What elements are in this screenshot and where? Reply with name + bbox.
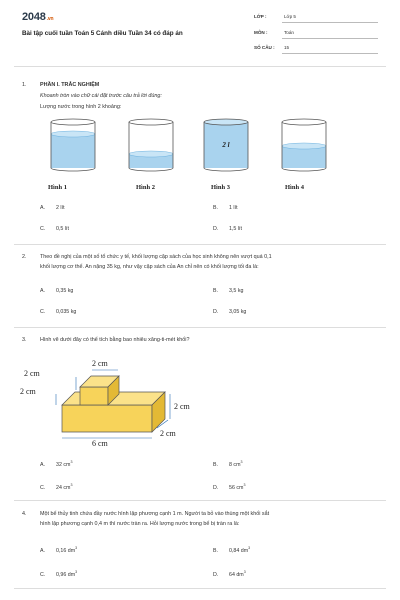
option-letter: A.: [40, 288, 46, 294]
option-text: 64 dm: [229, 571, 244, 578]
question-divider: [14, 500, 386, 501]
dim-right-height: 2 cm: [174, 402, 190, 411]
q2-option-b[interactable]: [213, 288, 243, 294]
dim-right-depth: 2 cm: [160, 429, 176, 438]
q1-option-d[interactable]: [213, 226, 242, 232]
q4-option-b[interactable]: [213, 546, 250, 554]
option-letter: C.: [40, 309, 46, 315]
option-letter: C.: [40, 484, 46, 491]
dim-top: 2 cm: [92, 359, 108, 368]
option-letter: C.: [40, 226, 46, 232]
q3-option-a[interactable]: [40, 460, 72, 468]
logo-sub: .vn: [46, 16, 54, 22]
section-title: PHẦN I. TRẮC NGHIỆM: [40, 82, 100, 88]
dim-left-upper: 2 cm: [24, 369, 40, 378]
option-letter: A.: [40, 205, 46, 211]
q3-option-b[interactable]: [213, 460, 242, 468]
question-4-line-2: hình lập phương cạnh 0,4 m thì nước tràn ra. Hỏi lượng nước trong bể bị tràn ra là:: [40, 521, 240, 527]
q1-option-b[interactable]: [213, 205, 238, 211]
q1-option-c[interactable]: [40, 226, 69, 232]
meta-key: LỚP :: [254, 14, 267, 19]
option-sup: 3: [75, 570, 78, 574]
dim-bottom: 6 cm: [92, 439, 108, 448]
option-text: 0,16 dm: [56, 547, 76, 554]
option-sup: 3: [240, 460, 243, 464]
beaker-3: [204, 119, 248, 171]
question-2-line-1: Theo đề nghị của một số tổ chức y tế, khối lượng cặp sách của học sinh không nên vượt quá 0,1: [40, 254, 272, 260]
section-instruction: Khoanh tròn vào chữ cái đặt trước câu trả lời đúng:: [40, 93, 162, 99]
option-text: 0,96 dm: [56, 571, 76, 578]
option-sup: 3: [248, 546, 251, 550]
option-text: 56 cm: [229, 484, 244, 491]
question-number: 1.: [22, 82, 27, 88]
site-logo[interactable]: [22, 11, 53, 23]
question-number: 4.: [22, 511, 27, 517]
option-sup: 3: [70, 483, 73, 487]
option-letter: D.: [213, 571, 219, 578]
question-2-line-2: khối lượng cơ thể. An nặng 35 kg, như vậy cặp sách của An chỉ nên có khối lượng tối đa là:: [40, 264, 259, 270]
option-text: 3,5 kg: [229, 288, 244, 294]
q2-option-d[interactable]: [213, 309, 246, 315]
question-4-line-1: Một bể thủy tinh chứa đầy nước hình lập phương cạnh 1 m. Người ta bỏ vào thùng một khối sắt: [40, 511, 270, 517]
option-sup: 3: [243, 483, 246, 487]
option-letter: D.: [213, 309, 219, 315]
figure-label-3: Hình 3: [211, 184, 230, 191]
meta-underline: [282, 22, 378, 23]
question-4-text: [40, 509, 384, 529]
option-letter: D.: [213, 226, 219, 232]
meta-key: SỐ CÂU :: [254, 45, 275, 50]
q1-figure: [40, 116, 340, 178]
option-text: 0,35 kg: [56, 288, 74, 294]
q4-option-c[interactable]: [40, 570, 77, 578]
option-sup: 3: [243, 570, 246, 574]
figure-label-2: Hình 2: [136, 184, 155, 191]
meta-underline: [282, 53, 378, 54]
option-text: 2 lít: [56, 205, 65, 211]
option-letter: A.: [40, 461, 46, 468]
q4-option-d[interactable]: [213, 570, 246, 578]
question-1-prompt: Lượng nước trong hình 2 khoảng:: [40, 104, 122, 110]
q1-option-a[interactable]: [40, 205, 65, 211]
q2-option-c[interactable]: [40, 309, 76, 315]
logo-main: 2048: [22, 11, 46, 23]
question-divider: [14, 244, 386, 245]
option-text: 1,5 lít: [229, 226, 242, 232]
question-number: 2.: [22, 254, 27, 260]
question-number: 3.: [22, 337, 27, 343]
beaker-1: [51, 119, 95, 171]
meta-key: MÔN :: [254, 30, 268, 35]
option-letter: B.: [213, 461, 219, 468]
option-sup: 3: [70, 460, 73, 464]
document-header: [0, 0, 400, 64]
dim-left-lower: 2 cm: [20, 387, 36, 396]
figure-label-1: Hình 1: [48, 184, 67, 191]
option-letter: A.: [40, 547, 46, 554]
option-letter: B.: [213, 205, 219, 211]
option-text: 8 cm: [229, 461, 241, 468]
option-text: 3,05 kg: [229, 309, 247, 315]
question-divider: [14, 588, 386, 589]
meta-underline: [282, 38, 378, 39]
option-letter: B.: [213, 547, 219, 554]
option-letter: D.: [213, 484, 219, 491]
q2-option-a[interactable]: [40, 288, 73, 294]
q3-solid-figure: [20, 350, 200, 450]
option-letter: B.: [213, 288, 219, 294]
beaker-4: [282, 119, 326, 171]
figure-label-4: Hình 4: [285, 184, 304, 191]
option-letter: C.: [40, 571, 46, 578]
header-divider: [14, 66, 386, 67]
option-text: 0,5 lít: [56, 226, 69, 232]
q3-option-c[interactable]: [40, 483, 72, 491]
question-3-text: Hình vẽ dưới đây có thể tích bằng bao nhiêu xăng-ti-mét khối?: [40, 337, 190, 343]
option-text: 32 cm: [56, 461, 71, 468]
option-sup: 3: [75, 546, 78, 550]
beaker-2: [129, 119, 173, 171]
option-text: 1 lít: [229, 205, 238, 211]
meta-value: Toán: [284, 30, 294, 35]
meta-value: 15: [284, 45, 290, 50]
option-text: 0,035 kg: [56, 309, 77, 315]
meta-value: Lớp 5: [284, 14, 296, 19]
option-text: 0,84 dm: [229, 547, 249, 554]
option-text: 24 cm: [56, 484, 71, 491]
document-title: Bài tập cuối tuần Toán 5 Cánh diều Tuần 34 có đáp án: [22, 30, 183, 37]
q4-option-a[interactable]: [40, 546, 77, 554]
beaker-3-volume: 2 l: [222, 141, 230, 149]
question-2-text: [40, 252, 384, 272]
question-divider: [14, 327, 386, 328]
q3-option-d[interactable]: [213, 483, 245, 491]
